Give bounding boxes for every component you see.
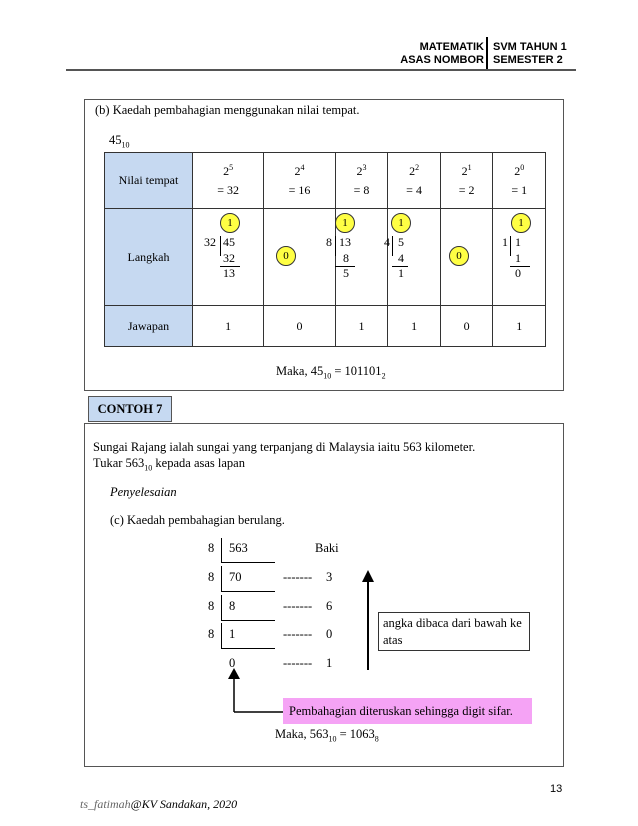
conclusion-c-prefix: Maka, 563 [275, 727, 329, 741]
div-remainder-2: 6 [326, 599, 333, 613]
example-label [88, 396, 172, 422]
header-subject-line2: ASAS NOMBOR [400, 54, 484, 66]
division-bracket-2 [335, 236, 336, 256]
read-note-text: angka dibaca dari bawah ke atas [383, 616, 522, 647]
place-value-4: = 2 [458, 183, 475, 197]
division-under-3 [221, 648, 275, 649]
division-under-2 [221, 620, 275, 621]
method-b-title: (b) Kaedah pembahagian menggunakan nilai tempat. [95, 103, 360, 117]
place-cell-3 [388, 153, 441, 209]
method-b-conclusion [276, 364, 386, 381]
step-subtract-3: 4 [398, 251, 404, 265]
place-power-2: 3 [362, 163, 367, 172]
place-base: 2 [461, 164, 468, 178]
step-divisor-5: 1 [502, 235, 508, 249]
place-cell-1 [264, 153, 335, 209]
step-dividend-5: 1 [515, 235, 521, 249]
method-b-number-value: 45 [109, 133, 122, 147]
question-line2-prefix: Tukar 563 [93, 456, 145, 470]
div-value-3: 1 [229, 627, 236, 641]
answer-cell-3: 1 [388, 306, 441, 347]
div-remainder-3: 0 [326, 627, 333, 641]
place-power-5: 0 [520, 163, 525, 172]
quotient-circle-3: 1 [391, 213, 411, 233]
answer-cell-2: 1 [335, 306, 388, 347]
header-divider [486, 37, 488, 69]
div-divisor-3: 8 [208, 627, 215, 641]
div-remainder-1: 3 [326, 570, 333, 584]
div-value-0: 563 [229, 541, 248, 555]
div-dashes-3: ------- [283, 627, 313, 641]
division-vert-2 [221, 595, 222, 620]
conclusion-c-mid: = 1063 [336, 727, 375, 741]
footer-credit [80, 797, 237, 812]
row-label-steps: Langkah [105, 209, 193, 306]
div-value-1: 70 [229, 570, 242, 584]
division-vert-0 [221, 538, 222, 562]
quotient-circle-5: 1 [511, 213, 531, 233]
conclusion-b-sub1: 10 [323, 371, 332, 381]
continue-note [283, 698, 532, 724]
conclusion-b-mid: = 101101 [331, 364, 382, 378]
footer-credit-name: ts_fatimah [80, 797, 131, 811]
step-dividend-2: 13 [339, 235, 351, 249]
div-dashes-4: ------- [283, 656, 313, 670]
question-line2-suffix: kepada asas lapan [152, 456, 245, 470]
step-dividend-0: 45 [223, 235, 235, 249]
answer-cell-5: 1 [493, 306, 546, 347]
table-row-answers [105, 306, 546, 347]
div-remainder-4: 1 [326, 656, 333, 670]
method-c-title: (c) Kaedah pembahagian berulang. [110, 513, 285, 527]
div-value-4: 0 [229, 656, 236, 670]
table-row-place-values [105, 153, 546, 209]
place-base: 2 [409, 164, 416, 178]
place-power-0: 5 [229, 163, 234, 172]
division-bracket-3 [392, 236, 393, 256]
division-vert-1 [221, 566, 222, 591]
step-remainder-2: 5 [343, 266, 349, 280]
division-under-0 [221, 562, 275, 563]
header-rule [66, 69, 576, 71]
answer-cell-0: 1 [193, 306, 264, 347]
step-dividend-3: 5 [398, 235, 404, 249]
method-b-number [109, 133, 130, 150]
header-subject-line1: MATEMATIK [419, 41, 484, 53]
place-power-1: 4 [300, 163, 305, 172]
question-line2 [93, 456, 245, 473]
footer-credit-rest: @KV Sandakan, 2020 [130, 797, 238, 811]
place-value-2: = 8 [353, 183, 370, 197]
answer-cell-4: 0 [440, 306, 493, 347]
question-line2-sub: 10 [144, 463, 153, 473]
div-divisor-0: 8 [208, 541, 215, 555]
place-cell-2 [335, 153, 388, 209]
baki-label: Baki [315, 541, 339, 555]
example-conclusion [275, 727, 379, 744]
header-subject [400, 41, 484, 67]
div-dashes-2: ------- [283, 599, 313, 613]
division-bracket-0 [220, 236, 221, 256]
step-divisor-2: 8 [326, 235, 332, 249]
step-subtract-2: 8 [343, 251, 349, 265]
place-power-3: 2 [415, 163, 420, 172]
answer-cell-1: 0 [264, 306, 335, 347]
place-base: 2 [514, 164, 521, 178]
up-arrow-icon [360, 570, 376, 672]
step-divisor-3: 4 [384, 235, 390, 249]
place-base: 2 [223, 164, 230, 178]
quotient-circle-0: 1 [220, 213, 240, 233]
place-value-1: = 16 [288, 183, 311, 197]
place-value-0: = 32 [217, 183, 240, 197]
conclusion-b-sub2: 2 [381, 371, 386, 381]
division-bracket-5 [510, 236, 511, 256]
question-line1: Sungai Rajang ialah sungai yang terpanjang di Malaysia iaitu 563 kilometer. [93, 440, 476, 454]
place-power-4: 1 [467, 163, 472, 172]
page-number: 13 [550, 783, 563, 795]
div-dashes-1: ------- [283, 570, 313, 584]
place-cell-4 [440, 153, 493, 209]
continue-note-text: Pembahagian diteruskan sehingga digit sifar. [289, 704, 513, 718]
place-value-table [104, 152, 546, 347]
example-label-text: CONTOH 7 [97, 402, 163, 416]
step-remainder-5: 0 [515, 266, 521, 280]
conclusion-c-sub2: 8 [374, 734, 379, 744]
read-note [378, 612, 530, 651]
conclusion-c-sub1: 10 [328, 734, 337, 744]
div-value-2: 8 [229, 599, 236, 613]
div-divisor-2: 8 [208, 599, 215, 613]
step-remainder-0: 13 [223, 266, 235, 280]
header-course-line1: SVM TAHUN 1 [493, 41, 567, 53]
conclusion-b-prefix: Maka, 45 [276, 364, 324, 378]
place-value-3: = 4 [406, 183, 422, 197]
header-course-line2: SEMESTER 2 [493, 54, 563, 66]
place-cell-0 [193, 153, 264, 209]
solution-label: Penyelesaian [110, 485, 177, 499]
step-cell-1 [264, 209, 335, 306]
division-vert-3 [221, 623, 222, 648]
bent-arrow-icon [226, 668, 288, 716]
place-base: 2 [294, 164, 301, 178]
division-under-1 [221, 591, 275, 592]
row-label-place-value: Nilai tempat [105, 153, 193, 209]
method-b-number-base: 10 [121, 140, 130, 150]
place-cell-5 [493, 153, 546, 209]
step-divisor-0: 32 [204, 235, 216, 249]
div-divisor-1: 8 [208, 570, 215, 584]
header-course [493, 41, 567, 67]
quotient-circle-2: 1 [335, 213, 355, 233]
table-row-steps [105, 209, 546, 306]
row-label-answer: Jawapan [105, 306, 193, 347]
step-subtract-0: 32 [223, 251, 235, 265]
zero-circle-1: 0 [276, 246, 296, 266]
zero-circle-4: 0 [449, 246, 469, 266]
place-value-5: = 1 [511, 183, 528, 197]
step-subtract-5: 1 [515, 251, 521, 265]
place-base: 2 [356, 164, 363, 178]
step-remainder-3: 1 [398, 266, 404, 280]
